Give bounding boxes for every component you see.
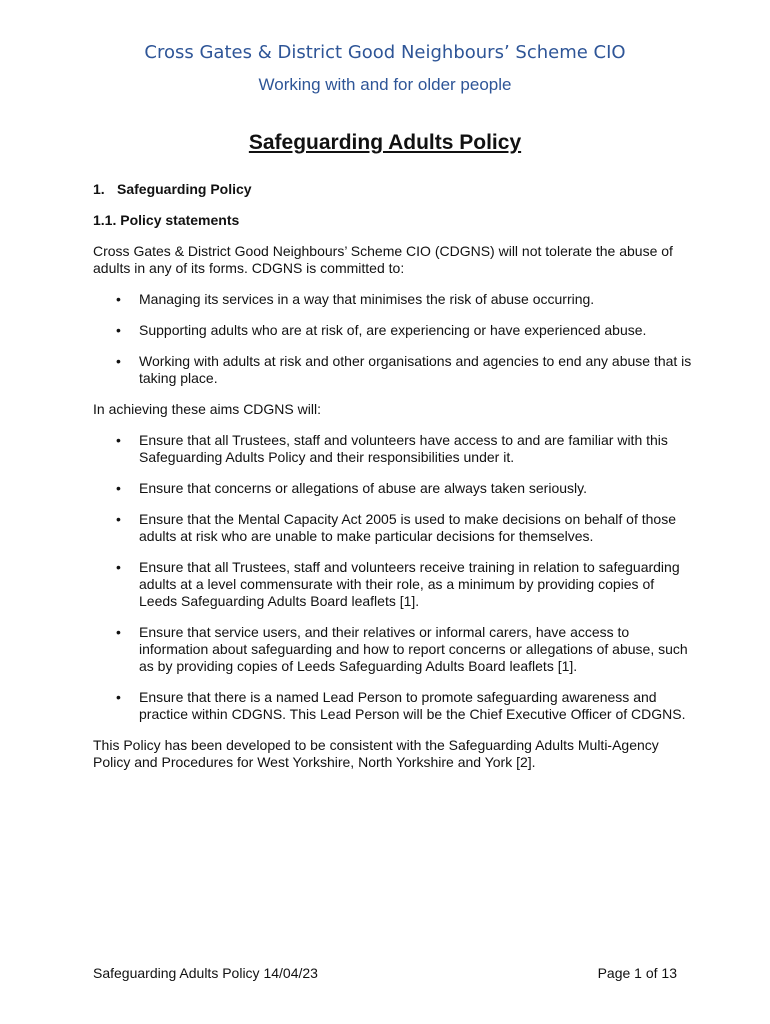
list-item-text: Ensure that all Trustees, staff and volunteers receive training in relation to safeguarding adults at a level commensurate with their role, as a minimum by providing copies of Leeds Safeguarding Adults Board leaflets [1]. xyxy=(139,559,680,609)
section-heading xyxy=(93,181,693,198)
list-item xyxy=(93,353,693,387)
list-item xyxy=(93,624,693,675)
footer-page-number: Page 1 of 13 xyxy=(597,965,677,981)
list-item xyxy=(93,291,693,308)
list-item-text: Ensure that all Trustees, staff and volunteers have access to and are familiar with this Safeguarding Adults Policy and their responsibilities under it. xyxy=(139,432,668,465)
list-item-text: Ensure that there is a named Lead Person to promote safeguarding awareness and practice within CDGNS. This Lead Person will be the Chief Executive Officer of CDGNS. xyxy=(139,689,686,722)
intro-paragraph: Cross Gates & District Good Neighbours’ Scheme CIO (CDGNS) will not tolerate the abuse of adults in any of its forms. CDGNS is committed to: xyxy=(93,243,673,276)
list-item xyxy=(93,511,693,545)
subsection-heading: 1.1. Policy statements xyxy=(93,212,240,228)
commitments-list xyxy=(93,291,693,387)
footer-document-info: Safeguarding Adults Policy 14/04/23 xyxy=(93,965,318,981)
list-item xyxy=(93,480,693,497)
list-item xyxy=(93,432,693,466)
bullet-icon: • xyxy=(116,322,121,338)
section-title: Safeguarding Policy xyxy=(117,181,252,197)
bullet-icon: • xyxy=(116,511,121,527)
list-item xyxy=(93,559,693,610)
organisation-tagline: Working with and for older people xyxy=(258,75,512,94)
list-item-text: Ensure that service users, and their relatives or informal carers, have access to information about safeguarding and how to report concerns or allegations of abuse, such as by providing copies of Leeds Safeguarding Adults Board leaflets [1]. xyxy=(139,624,688,674)
bullet-icon: • xyxy=(116,432,121,448)
document-title: Safeguarding Adults Policy xyxy=(248,131,522,154)
list-item-text: Ensure that concerns or allegations of abuse are always taken seriously. xyxy=(139,480,587,496)
bullet-icon: • xyxy=(116,559,121,575)
bullet-icon: • xyxy=(116,624,121,640)
aims-list xyxy=(93,432,693,723)
list-item-text: Working with adults at risk and other organisations and agencies to end any abuse that is taking place. xyxy=(139,353,692,386)
list-item-text: Supporting adults who are at risk of, are experiencing or have experienced abuse. xyxy=(139,322,647,338)
list-item xyxy=(93,689,693,723)
section-number: 1. xyxy=(93,181,105,197)
bullet-icon: • xyxy=(116,480,121,496)
list-item xyxy=(93,322,693,339)
bullet-icon: • xyxy=(116,353,121,369)
list-item-text: Managing its services in a way that minimises the risk of abuse occurring. xyxy=(139,291,595,307)
document-body xyxy=(93,181,693,785)
aims-intro-paragraph: In achieving these aims CDGNS will: xyxy=(93,401,321,417)
bullet-icon: • xyxy=(116,291,121,307)
bullet-icon: • xyxy=(116,689,121,705)
closing-paragraph: This Policy has been developed to be consistent with the Safeguarding Adults Multi-Agency Policy and Procedures for West Yorkshire, North Yorkshire and York [2]. xyxy=(93,737,659,770)
organisation-name: Cross Gates & District Good Neighbours’ Scheme CIO xyxy=(144,42,626,63)
list-item-text: Ensure that the Mental Capacity Act 2005 is used to make decisions on behalf of those adults at risk who are unable to make particular decisions for themselves. xyxy=(139,511,676,544)
